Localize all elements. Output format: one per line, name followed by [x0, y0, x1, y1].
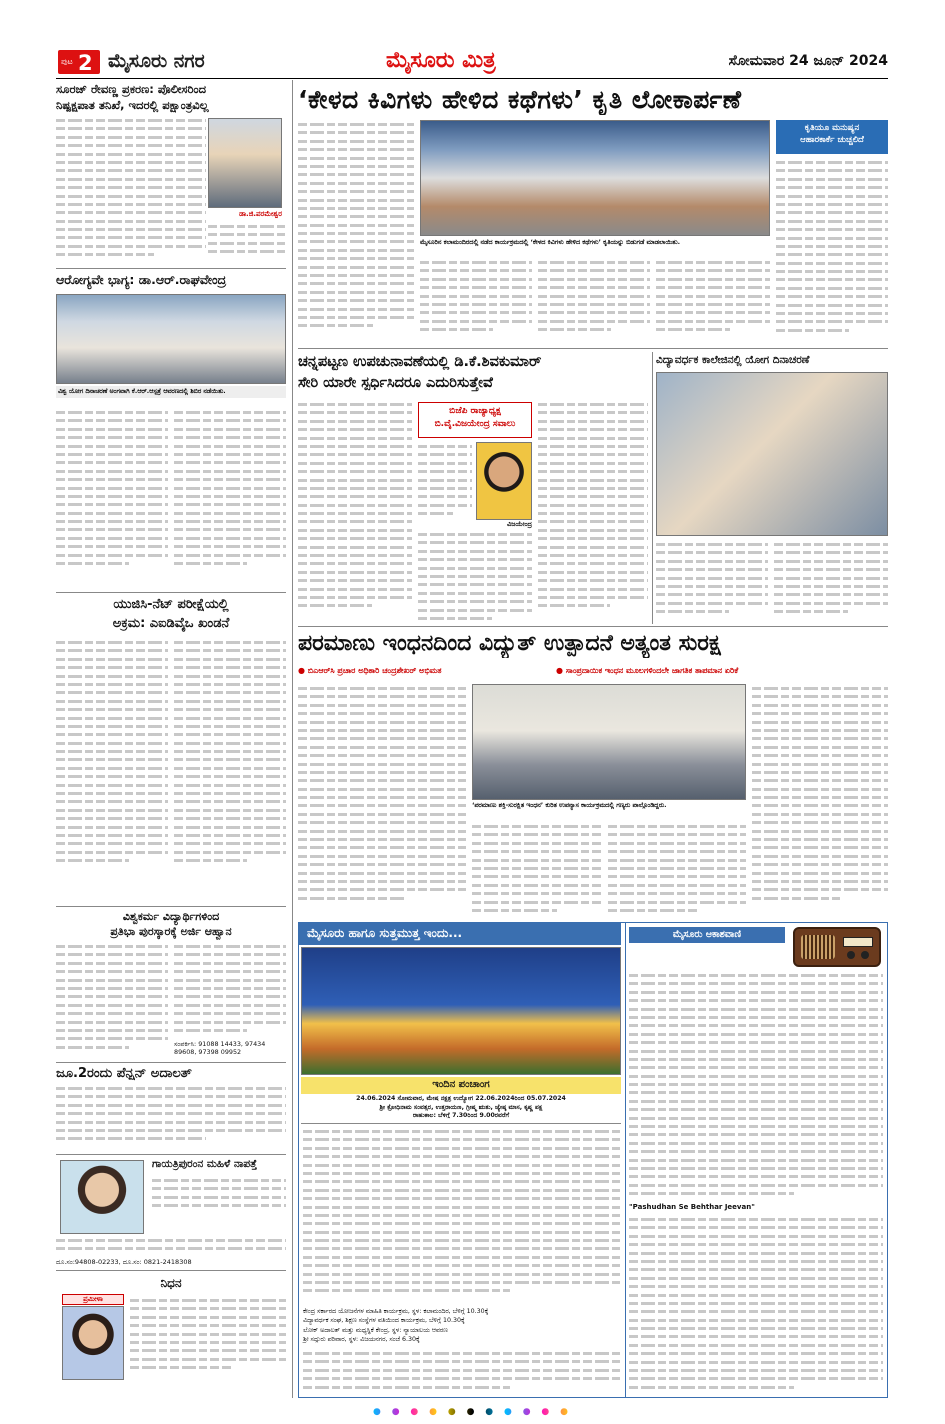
headline-suraj — [56, 82, 286, 113]
divider — [56, 268, 286, 269]
today-box-title: ಮೈಸೂರು ಹಾಗೂ ಸುತ್ತಮುತ್ತ ಇಂದು... — [299, 923, 621, 945]
page-label: ಪುಟ — [61, 57, 73, 66]
quote-line: ಆಹಾರಕಾರ್ಕೆ ಚುಚ್ಚಲಿದೆ — [800, 134, 864, 145]
article-body — [56, 942, 168, 1056]
events-list-filler — [303, 1349, 621, 1395]
portrait-photo — [208, 118, 282, 208]
obituary-photo — [62, 1306, 124, 1380]
palace-illustration — [301, 947, 621, 1075]
headline-line: ಯುಜಿಸಿ-ನೆಟ್ ಪರೀಕ್ಷೆಯಲ್ಲಿ — [113, 597, 229, 612]
headline-yoga: ವಿದ್ಯಾವರ್ಧಕ ಕಾಲೇಜಿನಲ್ಲಿ ಯೋಗ ದಿನಾಚರಣೆ — [656, 354, 810, 366]
lead-sidebar-quote — [776, 120, 888, 154]
headline-line: ಅಕ್ರಮ: ಎಐಡಿವೈಒ ಖಂಡನೆ — [112, 615, 230, 631]
column-rule — [652, 352, 653, 624]
nuclear-subheads — [298, 664, 888, 680]
headline-line: ವಿಶ್ವಕರ್ಮ ವಿದ್ಯಾರ್ಥಿಗಳಿಂದ — [122, 910, 220, 923]
nuclear-photo — [472, 684, 746, 800]
nuclear-photo-caption: ‘ಪರಮಾಣು ಶಕ್ತಿ-ಸುರಕ್ಷಿತ ಇಂಧನ’ ಕುರಿತ ಉಪನ್ಯಾಸ ಕಾರ್ಯಕ್ರಮದಲ್ಲಿ ಗಣ್ಯರು ಪಾಲ್ಗೊಂಡಿದ್ದರು. — [472, 802, 667, 809]
headline-pension: ಜೂ.2ರಂದು ಪೆನ್ಷನ್ ಅದಾಲತ್ — [56, 1066, 192, 1081]
headline-missing: ಗಾಯತ್ರಿಪುರಂನ ಮಹಿಳೆ ನಾಪತ್ತೆ — [152, 1158, 258, 1170]
article-body — [174, 638, 286, 900]
headline-ugc — [56, 596, 286, 634]
headline-dks — [298, 352, 648, 394]
article-body — [656, 540, 768, 622]
divider — [56, 1062, 286, 1063]
quote-line: ಬಿಜೆಪಿ ರಾಜ್ಯಾಧ್ಯಕ್ಷ — [449, 406, 501, 416]
article-body — [56, 408, 168, 578]
masthead — [46, 46, 898, 76]
obituary-name-tag: ಪ್ರಮೀಳಾ — [62, 1294, 124, 1305]
quote-line: ಕೃತಿಯೂ ಮನುಷ್ಯನ — [804, 123, 860, 133]
article-body — [298, 684, 466, 912]
missing-person-photo — [60, 1160, 144, 1234]
quote-line: ಬಿ.ವೈ.ವಿಜಯೇಂದ್ರ ಸವಾಲು — [434, 419, 516, 430]
article-body — [538, 400, 648, 622]
headline-line: ಸೂರಜ್ ರೇವಣ್ಣ ಪ್ರಕರಣ: ಪೊಲೀಸರಿಂದ — [56, 82, 207, 96]
article-body — [298, 120, 414, 342]
today-box — [298, 922, 888, 1398]
event-item: ಲೋಕ್ ಅದಾಲತ್ ಮತ್ತು ಮಧ್ಯಸ್ಥಿಕೆ ಕೇಂದ್ರ, ಸ್ಥಳ: ನ್ಯಾಯಾಲಯ ಆವರಣ — [303, 1326, 448, 1334]
event-item: ವಿದ್ಯಾವರ್ಧಕ ಸಂಘ, ಶಿಕ್ಷಣ ಸಂಸ್ಥೆಗಳ ವತಿಯಿಂದ ಕಾರ್ಯಕ್ರಮ, ಬೆಳಿಗ್ಗೆ 10.30ಕ್ಕೆ — [303, 1317, 465, 1325]
article-body — [472, 822, 602, 912]
article-body — [774, 540, 888, 622]
dots-row: ● ● ● ● ● ● ● ● ● ● ● — [373, 1406, 572, 1417]
article-body — [174, 408, 286, 578]
headline-vishwakarma — [56, 910, 286, 940]
panchanga-title: ಇಂದಿನ ಪಂಚಾಂಗ — [301, 1077, 621, 1094]
photo-caption: ವಿಜಯೇಂದ್ರ — [506, 520, 532, 528]
radio-icon — [793, 927, 881, 967]
left-column — [56, 82, 286, 1398]
article-body — [56, 1084, 286, 1150]
page-number: 2 — [78, 51, 93, 75]
article-body — [152, 1176, 286, 1216]
photo-caption: ವಿಶ್ವ ಯೋಗ ದಿನಾಚರಣೆ ಅಂಗವಾಗಿ ಕೆ.ಆರ್.ಆಸ್ಪತ್ರೆ ಆವರಣದಲ್ಲಿ ಶಿಬಿರ ನಡೆಯಿತು. — [56, 386, 286, 398]
headline-nuclear: ಪರಮಾಣು ಇಂಧನದಿಂದ ವಿದ್ಯುತ್ ಉತ್ಪಾದನೆ ಅತ್ಯಂತ ಸುರಕ್ಷ — [298, 631, 721, 656]
article-body — [420, 258, 532, 342]
article-body — [56, 116, 206, 262]
article-body — [538, 258, 650, 342]
event-item: ಕೇಂದ್ರ ಸರ್ಕಾರದ ಯೋಜನೆಗಳ ಮಾಹಿತಿ ಕಾರ್ಯಕ್ರಮ, ಸ್ಥಳ: ಕಲಾಮಂದಿರ, ಬೆಳಿಗ್ಗೆ 10.30ಕ್ಕೆ — [303, 1308, 489, 1315]
radio-title: ಮೈಸೂರು ಆಕಾಶವಾಣಿ — [629, 927, 785, 943]
headline-arogya: ಆರೋಗ್ಯವೇ ಭಾಗ್ಯ: ಡಾ.ಆರ್.ರಾಘವೇಂದ್ರ — [56, 272, 227, 287]
article-body — [656, 258, 770, 342]
event-item: ಶ್ರೀ ಸದ್ಗುರು ಪರಿವಾರ, ಸ್ಥಳ: ವಿಜಯನಗರ, ಸಂಜೆ 6.30ಕ್ಕೆ — [303, 1336, 420, 1344]
page-badge — [58, 50, 100, 74]
headline-line: ಸೇರಿ ಯಾರೇ ಸ್ಪರ್ಧಿಸಿದರೂ ಎದುರಿಸುತ್ತೇವೆ — [298, 375, 493, 392]
subhead: ● ಸಾಂಪ್ರದಾಯಿಕ ಇಂಧನ ಮೂಲಗಳಿಂದಲೇ ಜಾಗತಿಕ ತಾಪಮಾನ ಏರಿಕೆ — [556, 666, 739, 675]
article-body — [752, 684, 888, 912]
paper-name: ಮೈಸೂರು ಮಿತ್ರ — [386, 47, 496, 73]
panchanga-line: ಶ್ರೀ ಕ್ರೋಧಿನಾಮ ಸಂವತ್ಸರ, ಉತ್ತರಾಯಣ, ಗ್ರೀಷ್ಮ ಋತು, ಜ್ಯೇಷ್ಠ ಮಾಸ, ಕೃಷ್ಣ ಪಕ್ಷ — [379, 1103, 543, 1111]
photo-caption: ಡಾ.ಜಿ.ಪರಮೇಶ್ವರ — [239, 210, 282, 218]
article-body — [418, 530, 532, 622]
article-body — [56, 638, 168, 900]
panchanga-line: 24.06.2024 ಸೋಮವಾರ, ಮೇಷ ನಕ್ಷತ್ರ ಉದ್ಯೋಗ 22.06.2024ರಿಂದ 05.07.2024 — [356, 1095, 566, 1102]
events-list-filler — [303, 1127, 621, 1303]
divider — [56, 592, 286, 593]
article-body — [418, 442, 472, 526]
article-body — [130, 1296, 286, 1380]
issue-date: ಸೋಮವಾರ 24 ಜೂನ್ 2024 — [728, 53, 888, 69]
article-body — [298, 400, 412, 622]
contact-line: ದೂ.ಸಂ:94808-02233, ದೂ.ಸಂ: 0821-2418308 — [56, 1258, 192, 1266]
article-body — [608, 822, 746, 912]
lead-photo — [420, 120, 770, 236]
lead-headline: ‘ಕೇಳದ ಕಿವಿಗಳು ಹೇಳಿದ ಕಥೆಗಳು’ ಕೃತಿ ಲೋಕಾರ್ಪಣೆ — [298, 85, 742, 114]
article-body — [208, 222, 286, 264]
masthead-rule — [56, 78, 888, 79]
print-registration-dots — [0, 1407, 945, 1418]
column-rule — [625, 923, 626, 1397]
radio-schedule — [629, 971, 883, 1201]
column-rule — [292, 80, 293, 1398]
lead-photo-caption: ಮೈಸೂರಿನ ಕಲಾಮಂದಿರದಲ್ಲಿ ನಡೆದ ಕಾರ್ಯಕ್ರಮದಲ್ಲಿ ‘ಕೇಳದ ಕಿವಿಗಳು ಹೇಳಿದ ಕಥೆಗಳು’ ಕೃತಿಯನ್ನು ಬಿಡುಗಡೆ ಮಾಡಲಾಯಿತು. — [420, 238, 681, 246]
divider — [301, 1123, 621, 1124]
headline-line: ನಿಷ್ಪಕ್ಷಪಾತ ತನಿಖೆ, ಇದರಲ್ಲಿ ಪಕ್ಷಾಂತ್ರವಿಲ್ಲ — [56, 97, 209, 112]
headline-line: ಚನ್ನಪಟ್ಟಣ ಉಪಚುನಾವಣೆಯಲ್ಲಿ ಡಿ.ಕೆ.ಶಿವಕುಮಾರ್ — [298, 354, 542, 370]
vijayendra-photo — [476, 442, 532, 520]
panchanga-text — [301, 1095, 621, 1121]
subhead: ● ಬಿಎಆರ್‌ಸಿ ಪ್ರಚಾರ ಅಧಿಕಾರಿ ಚಂದ್ರಶೇಖರ್ ಅಭಿಮತ — [298, 666, 442, 675]
article-body — [174, 942, 286, 1038]
divider — [298, 626, 888, 627]
headline-line: ಪ್ರತಿಭಾ ಪುರಸ್ಕಾರಕ್ಕೆ ಅರ್ಜಿ ಆಹ್ವಾನ — [110, 924, 232, 938]
section-title: ಮೈಸೂರು ನಗರ — [108, 50, 205, 72]
event-photo — [56, 294, 286, 384]
divider — [298, 348, 888, 349]
dks-quote-box — [418, 402, 532, 438]
obituary-title: ನಿಧನ — [160, 1276, 182, 1290]
radio-schedule — [629, 1215, 883, 1395]
panchanga-line: ರಾಹುಕಾಲ: ಬೆಳಿಗ್ಗೆ 7.30ರಿಂದ 9.00ರವರೆಗೆ — [412, 1112, 510, 1120]
yoga-photo — [656, 372, 888, 536]
divider — [56, 1270, 286, 1271]
article-body — [776, 158, 888, 342]
contact-line: ಸಂಪರ್ಕಿಸಿ: 91088 14433, 97434 89608, 97398 09952 — [174, 1040, 266, 1056]
divider — [56, 1154, 286, 1155]
divider — [56, 906, 286, 907]
events-list — [303, 1307, 621, 1345]
article-body — [56, 1236, 286, 1258]
radio-highlight: "Pashudhan Se Behthar Jeevan" — [629, 1203, 755, 1211]
